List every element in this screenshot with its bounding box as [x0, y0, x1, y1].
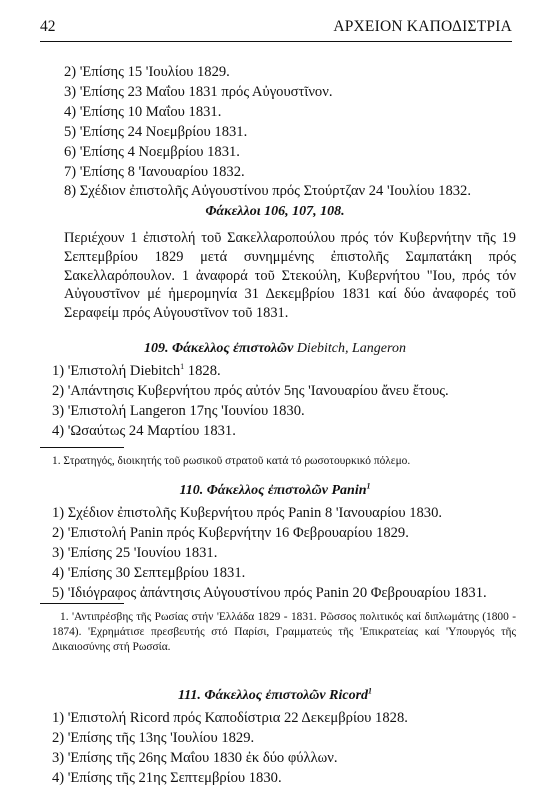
- list-item: 5) 'Ιδιόγραφος ἀπάντησις Αὐγουστίνου πρός Panin 20 Φεβρουαρίου 1831.: [52, 584, 487, 601]
- list-item: 1) Σχέδιον ἐπιστολῆς Κυβερνήτου πρός Panin 8 'Ιανουαρίου 1830.: [52, 505, 443, 521]
- list-item: 4) 'Επίσης 30 Σεπτεμβρίου 1831.: [52, 564, 246, 581]
- list-item: 2) 'Απάντησις Κυβερνήτου πρός αὐτόν 5ης 'Ιανουαρίου ἄνευ ἔτους.: [52, 382, 449, 399]
- section-heading-110: [0, 483, 550, 499]
- item-text-tail: 1828.: [184, 363, 221, 379]
- section-heading-106-108: Φάκελλοι 106, 107, 108.: [205, 204, 345, 219]
- list-item: 2) 'Επιστολή Panin πρός Κυβερνήτην 16 Φεβρουαρίου 1829.: [52, 524, 409, 541]
- section-heading-111: [0, 688, 550, 704]
- list-item: 5) 'Επίσης 24 Νοεμβρίου 1831.: [64, 123, 248, 140]
- list-item: 7) 'Επίσης 8 'Ιανουαρίου 1832.: [64, 163, 245, 180]
- section-109-list: [52, 362, 449, 442]
- list-item: [52, 362, 449, 382]
- heading-title: 109. Φάκελλος ἐπιστολῶν: [144, 341, 294, 356]
- list-item: 2) 'Επίσης 15 'Ιουλίου 1829.: [64, 64, 230, 80]
- list-item: 3) 'Επίσης 23 Μαΐου 1831 πρός Αὐγουστῖνον.: [64, 83, 333, 100]
- list-item: 4) 'Επίσης 10 Μαΐου 1831.: [64, 103, 222, 120]
- footnote-marker: 1: [368, 686, 373, 696]
- list-item: 1) 'Επιστολή Ricord πρός Καποδίστρια 22 Δεκεμβρίου 1828.: [52, 710, 408, 726]
- list-item: 3) 'Επιστολή Langeron 17ης 'Ιουνίου 1830.: [52, 402, 305, 419]
- footnote-rule: [40, 603, 124, 604]
- list-item: 4) 'Επίσης τῆς 21ης Σεπτεμβρίου 1830.: [52, 769, 282, 786]
- footnote-marker: 1: [180, 362, 185, 372]
- page-number: 42: [40, 18, 56, 35]
- page-header: [40, 18, 512, 38]
- footnote: 1. 'Αντιπρέσβης τῆς Ρωσίας στήν 'Ελλάδα 1829 - 1831. Ρῶσσος πολιτικός καί διπλωμάτης (1800 - 1874). 'Εχρημάτισε πρεσβευτής στό Παρίσι, Γραμματεύς τῆς 'Επικρατείας καί 'Υπουργός τῆς Δικαιοσύνης στή Ρωσσία.: [52, 611, 516, 653]
- list-item: 2) 'Επίσης τῆς 13ης 'Ιουλίου 1829.: [52, 729, 255, 746]
- list-item: 8) Σχέδιον ἐπιστολῆς Αὐγουστίνου πρός Στούρτζαν 24 'Ιουλίου 1832.: [64, 183, 472, 200]
- list-item: 3) 'Επίσης τῆς 26ης Μαΐου 1830 ἐκ δύο φύλλων.: [52, 749, 338, 766]
- section-paragraph: Περιέχουν 1 ἐπιστολή τοῦ Σακελλαροπούλου πρός τόν Κυβερνήτην τῆς 19 Σεπτεμβρίου 1829 μετά συνημμένης ἐπιστολῆς Σαμπατάκη πρός Σακελλαρόπουλον. 1 ἀναφορά τοῦ Στεκούλη, Κυβερνήτου "Ιου, πρός τόν Αὐγουστῖνον μέ ἡμερομηνία 31 Δεκεμβρίου 1831 καί δύο ἀναφορές τοῦ Σεραφείμ πρός Αὐγουστῖνον τοῦ 1831.: [64, 230, 516, 322]
- section-1-list: [64, 63, 471, 202]
- section-heading-109: [0, 341, 550, 357]
- section-111-list: [52, 709, 408, 789]
- list-item: 6) 'Επίσης 4 Νοεμβρίου 1831.: [64, 143, 240, 160]
- footnote: 1. Στρατηγός, διοικητής τοῦ ρωσικοῦ στρατοῦ κατά τό ρωσοτουρκικό πόλεμο.: [52, 455, 411, 467]
- footnote-marker: 1: [366, 481, 371, 491]
- list-item: 4) 'Ωσαύτως 24 Μαρτίου 1831.: [52, 422, 236, 439]
- footnote-rule: [40, 447, 124, 448]
- item-text: 1) 'Επιστολή Diebitch: [52, 363, 181, 379]
- section-110-list: [52, 504, 487, 604]
- heading-names: Diebitch, Langeron: [293, 341, 406, 356]
- heading-title: 111. Φάκελλος ἐπιστολῶν Ricord: [177, 688, 369, 703]
- running-title: ΑΡΧΕΙΟΝ ΚΑΠΟΔΙΣΤΡΙΑ: [333, 18, 512, 35]
- header-rule: [40, 41, 512, 42]
- list-item: 3) 'Επίσης 25 'Ιουνίου 1831.: [52, 544, 218, 561]
- heading-title: 110. Φάκελλος ἐπιστολῶν Panin: [179, 483, 367, 498]
